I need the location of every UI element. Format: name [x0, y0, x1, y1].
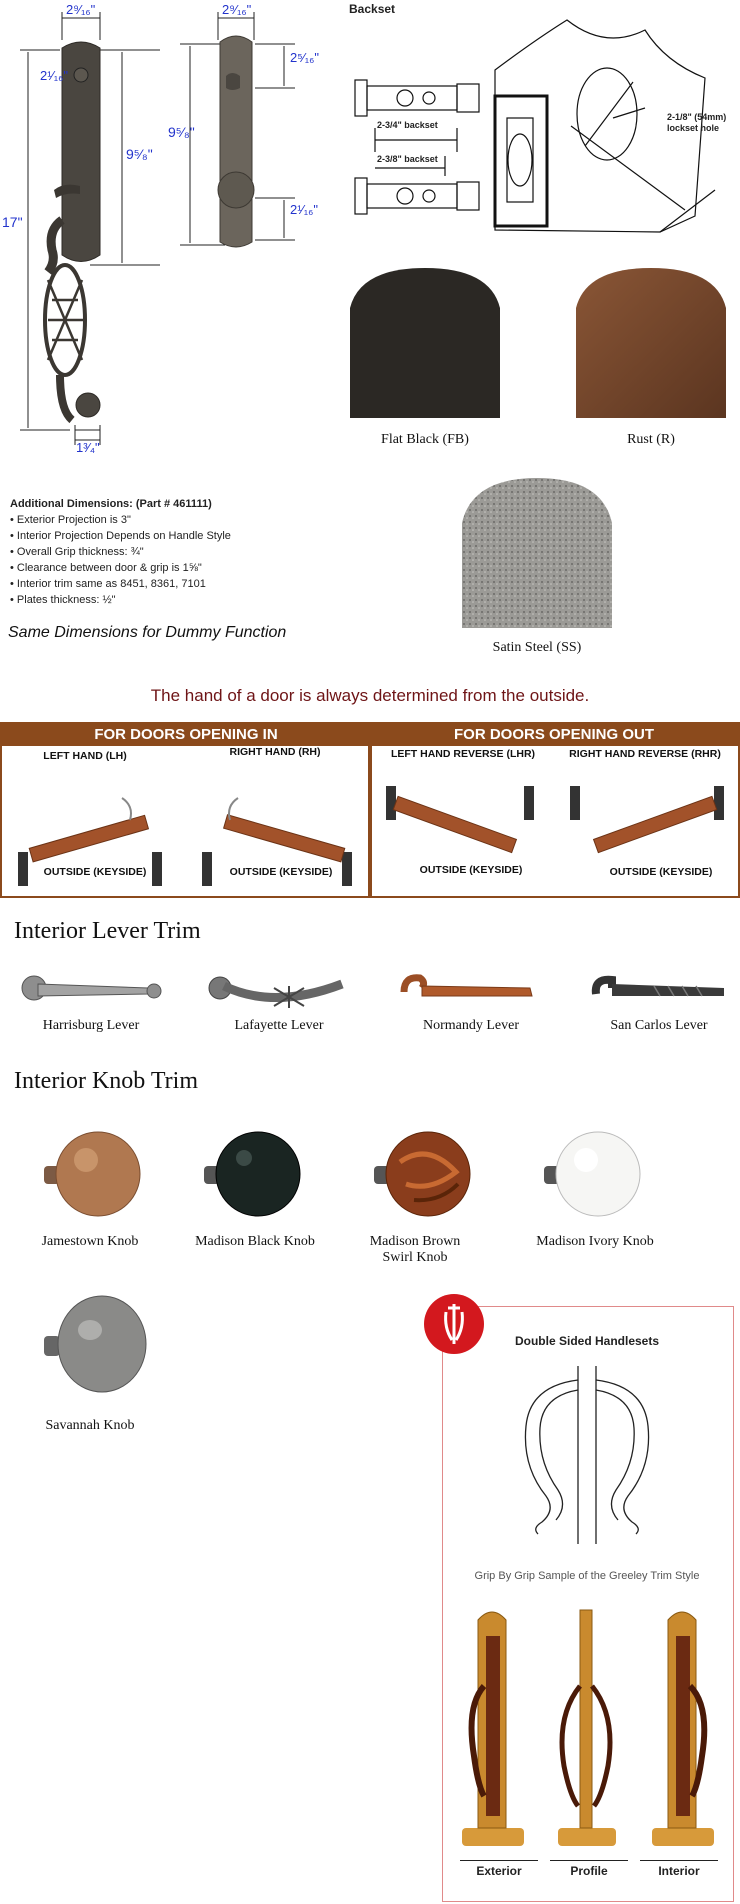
lever-label: San Carlos Lever	[610, 1018, 708, 1033]
double-sided-line-drawing	[512, 1366, 662, 1546]
label-interior: Interior	[658, 1864, 700, 1878]
lever-label: Lafayette Lever	[234, 1018, 324, 1033]
dim-bottom-width: 1³⁄₄"	[76, 440, 100, 455]
label-outside-keyside: OUTSIDE (KEYSIDE)	[43, 866, 147, 878]
handleset-dimension-drawing	[0, 0, 340, 460]
dim-top-width: 2⁹⁄₁₆"	[66, 2, 96, 17]
handle-outline-illustration	[512, 1366, 662, 1546]
label-exterior: Exterior	[476, 1864, 522, 1878]
knob-section-title: Interior Knob Trim	[14, 1068, 199, 1094]
lever-image	[584, 966, 734, 1016]
dim-top-width-2: 2⁹⁄₁₆"	[222, 2, 252, 17]
additional-title: Additional Dimensions: (Part # 461111)	[10, 498, 212, 510]
additional-dimensions	[10, 496, 330, 608]
satin-steel-swatch	[462, 478, 612, 628]
additional-item: • Exterior Projection is 3"	[10, 514, 131, 526]
additional-item: • Clearance between door & grip is 1⅝"	[10, 562, 202, 574]
additional-item: • Overall Grip thickness: ¾"	[10, 546, 144, 558]
lever-san-carlos[interactable]	[584, 966, 734, 1016]
grip-sample-illustration	[448, 1596, 728, 1856]
knob-label: Madison Ivory Knob	[536, 1234, 654, 1249]
label-profile: Profile	[570, 1864, 608, 1878]
label-underline	[550, 1860, 628, 1861]
dim-height-upper: 9⁵⁄₈"	[126, 146, 153, 162]
lever-label: Normandy Lever	[422, 1018, 520, 1033]
handing-headline: The hand of a door is always determined from the outside.	[150, 686, 590, 705]
grip-labels-row	[448, 1860, 728, 1892]
knob-label: Madison Brown Swirl Knob	[369, 1234, 461, 1265]
finish-swatch-rust[interactable]	[576, 268, 726, 418]
knob-image	[200, 1122, 310, 1232]
label-underline	[640, 1860, 718, 1861]
knob-image	[38, 1290, 158, 1400]
double-sided-subtitle: Grip By Grip Sample of the Greeley Trim Style	[474, 1570, 700, 1582]
double-sided-title: Double Sided Handlesets	[514, 1334, 660, 1348]
lever-label: Harrisburg Lever	[42, 1018, 140, 1033]
dim-height-total: 17"	[2, 214, 23, 230]
backset-label-2: 2-3/8" backset	[377, 154, 438, 164]
dim-cylinder-offset: 2¹⁄₁₆"	[40, 68, 68, 83]
lever-harrisburg[interactable]	[16, 966, 166, 1016]
knob-label: Jamestown Knob	[41, 1234, 139, 1249]
knob-label: Savannah Knob	[45, 1418, 135, 1433]
finish-label-satin-steel: Satin Steel (SS)	[492, 640, 582, 655]
dim-knob-offset: 2¹⁄₁₆"	[290, 202, 318, 217]
grip-sample-photo	[448, 1596, 728, 1856]
additional-item: • Plates thickness: ½"	[10, 594, 116, 606]
dim-top-offset: 2⁵⁄₁₆"	[290, 50, 320, 65]
knob-image	[40, 1122, 150, 1232]
knob-madison-ivory[interactable]	[540, 1122, 650, 1232]
lockset-hole-label: 2-1/8" (54mm) lockset hole	[667, 112, 727, 133]
label-right-hand-reverse: RIGHT HAND REVERSE (RHR)	[569, 748, 721, 760]
rust-swatch	[576, 268, 726, 418]
knob-image	[370, 1122, 480, 1232]
knob-label: Madison Black Knob	[195, 1234, 315, 1249]
additional-item: • Interior trim same as 8451, 8361, 7101	[10, 578, 206, 590]
knob-savannah[interactable]	[38, 1290, 158, 1400]
finish-swatch-satin-steel[interactable]	[462, 478, 612, 628]
finish-swatch-flat-black[interactable]	[350, 268, 500, 418]
label-outside-keyside: OUTSIDE (KEYSIDE)	[419, 864, 523, 876]
backset-label-1: 2-3/4" backset	[377, 120, 438, 130]
label-outside-keyside: OUTSIDE (KEYSIDE)	[229, 866, 333, 878]
finish-label-flat-black: Flat Black (FB)	[381, 432, 469, 447]
lever-image	[16, 966, 166, 1016]
lever-image	[204, 966, 354, 1016]
label-left-hand: LEFT HAND (LH)	[43, 750, 127, 762]
label-right-hand: RIGHT HAND (RH)	[229, 746, 321, 758]
lever-image	[396, 966, 546, 1016]
backset-illustration	[345, 0, 740, 270]
knob-madison-black[interactable]	[200, 1122, 310, 1232]
knob-madison-brown-swirl[interactable]	[370, 1122, 480, 1232]
label-left-hand-reverse: LEFT HAND REVERSE (LHR)	[390, 748, 536, 760]
dim-height-plate: 9⁵⁄₈"	[168, 124, 195, 140]
lever-normandy[interactable]	[396, 966, 546, 1016]
finish-label-rust: Rust (R)	[627, 432, 675, 447]
lever-lafayette[interactable]	[204, 966, 354, 1016]
additional-item: • Interior Projection Depends on Handle Style	[10, 530, 231, 542]
knob-image	[540, 1122, 650, 1232]
knob-jamestown[interactable]	[40, 1122, 150, 1232]
handing-in-title: FOR DOORS OPENING IN	[2, 724, 370, 746]
handing-out-title: FOR DOORS OPENING OUT	[370, 724, 738, 746]
backset-title: Backset	[349, 2, 396, 16]
flat-black-swatch	[350, 268, 500, 418]
label-outside-keyside: OUTSIDE (KEYSIDE)	[609, 866, 713, 878]
backset-diagram	[345, 0, 740, 270]
lever-section-title: Interior Lever Trim	[14, 918, 201, 944]
dummy-function-note: Same Dimensions for Dummy Function	[8, 624, 287, 641]
label-underline	[460, 1860, 538, 1861]
